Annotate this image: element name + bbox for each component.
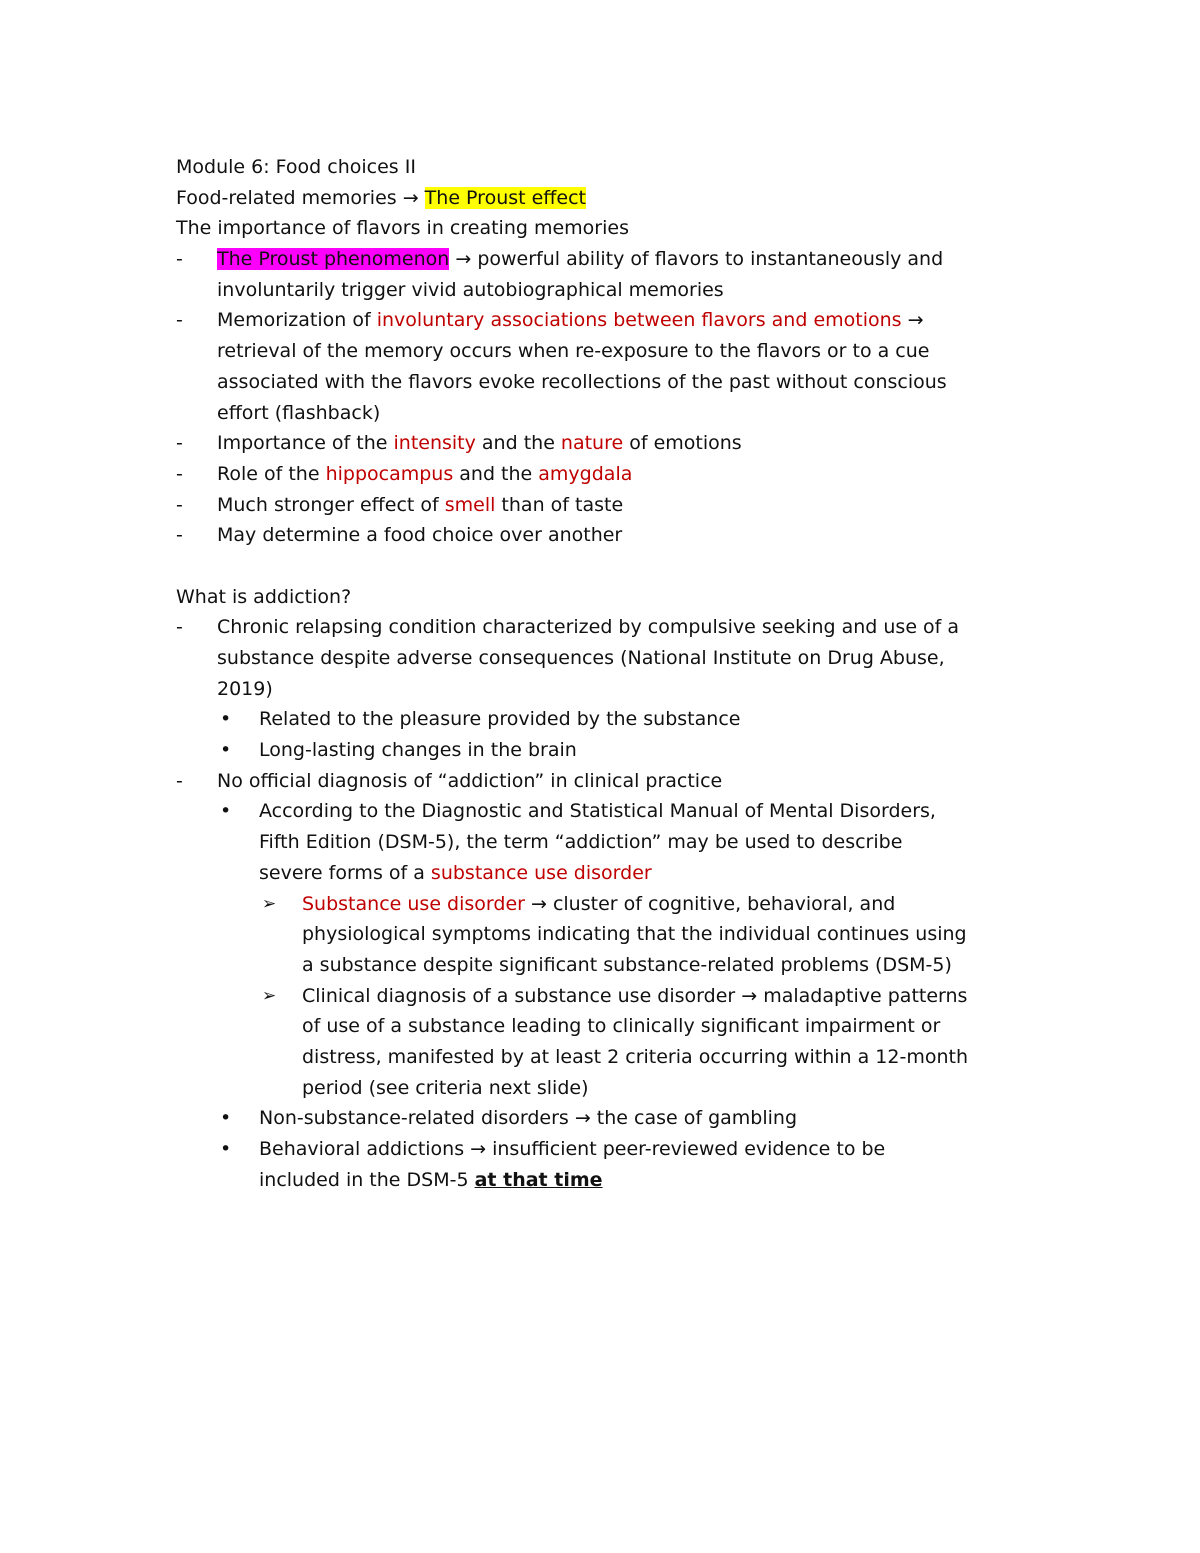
line-text xyxy=(217,244,943,275)
yellow-highlight-text: The Proust effect xyxy=(424,186,586,209)
line-text xyxy=(259,1134,885,1165)
text-line xyxy=(176,582,1056,613)
line-text xyxy=(217,275,724,306)
bullet-icon: • xyxy=(220,708,232,731)
red-emphasis-text: Substance use disorder xyxy=(302,892,525,915)
text-line xyxy=(176,1134,1056,1165)
text-line xyxy=(176,612,1056,643)
text-line xyxy=(176,674,1056,705)
text-segment: associated with the flavors evoke recollections of the past without conscious xyxy=(217,370,947,393)
line-text xyxy=(217,336,929,367)
text-segment: of emotions xyxy=(623,432,742,455)
text-line xyxy=(176,183,1056,214)
arrow-bullet-icon: ➢ xyxy=(262,893,277,914)
line-text xyxy=(259,1165,603,1196)
text-line xyxy=(176,704,1056,735)
line-text xyxy=(259,827,902,858)
text-line xyxy=(176,551,1056,582)
text-segment: physiological symptoms indicating that the individual continues using xyxy=(302,923,967,946)
text-segment: Importance of the xyxy=(217,432,394,455)
dash-marker: - xyxy=(176,616,183,639)
line-text xyxy=(176,152,416,183)
text-segment: severe forms of a xyxy=(259,861,431,884)
line-text xyxy=(217,674,273,705)
text-segment: Long-lasting changes in the brain xyxy=(259,739,577,762)
line-text xyxy=(217,428,742,459)
text-line xyxy=(176,735,1056,766)
text-line xyxy=(176,336,1056,367)
text-segment: retrieval of the memory occurs when re-exposure to the flavors or to a cue xyxy=(217,340,930,363)
text-line xyxy=(176,244,1056,275)
dash-marker: - xyxy=(176,493,183,516)
text-segment: → cluster of cognitive, behavioral, and xyxy=(524,892,896,915)
dash-marker: - xyxy=(176,462,183,485)
text-segment: and the xyxy=(453,462,539,485)
dash-marker: - xyxy=(176,524,183,547)
line-text xyxy=(217,520,622,551)
red-emphasis-text: hippocampus xyxy=(325,462,454,485)
text-segment: Behavioral addictions → insufficient peer-reviewed evidence to be xyxy=(259,1138,886,1160)
text-line xyxy=(176,213,1056,244)
text-line xyxy=(176,766,1056,797)
text-line xyxy=(176,1073,1056,1104)
text-segment: distress, manifested by at least 2 criteria occurring within a 12-month xyxy=(302,1045,969,1068)
text-segment: What is addiction? xyxy=(176,585,352,608)
text-segment: involuntarily trigger vivid autobiographical memories xyxy=(217,278,724,301)
text-segment: → xyxy=(901,309,924,332)
bold-underline-text: at that time xyxy=(474,1168,603,1191)
red-emphasis-text: nature xyxy=(560,432,624,455)
text-segment: and the xyxy=(475,432,561,455)
line-text xyxy=(217,459,632,490)
text-segment: Non-substance-related disorders → the case of gambling xyxy=(259,1107,798,1130)
text-line xyxy=(176,275,1056,306)
text-segment: of use of a substance leading to clinically significant impairment or xyxy=(302,1015,941,1038)
text-line xyxy=(176,1165,1056,1196)
text-line xyxy=(176,981,1056,1012)
dash-marker: - xyxy=(176,248,183,271)
text-segment: Food-related memories → xyxy=(176,186,425,209)
line-text xyxy=(259,735,577,766)
red-emphasis-text: smell xyxy=(444,493,496,516)
document-body xyxy=(176,152,1056,1195)
bullet-icon: • xyxy=(220,1138,232,1160)
text-line xyxy=(176,889,1056,920)
text-line xyxy=(176,1042,1056,1073)
text-segment: Module 6: Food choices II xyxy=(176,156,416,178)
line-text xyxy=(302,889,895,920)
text-line xyxy=(176,827,1056,858)
line-text xyxy=(217,305,924,336)
text-line xyxy=(176,643,1056,674)
text-segment: Role of the xyxy=(217,462,326,485)
text-segment: period (see criteria next slide) xyxy=(302,1076,589,1099)
bullet-icon: • xyxy=(220,1107,232,1130)
text-segment: substance despite adverse consequences (National Institute on Drug Abuse, xyxy=(217,647,945,669)
arrow-bullet-icon: ➢ xyxy=(262,985,277,1006)
line-text xyxy=(217,367,947,398)
text-line xyxy=(176,367,1056,398)
line-text xyxy=(302,919,967,950)
document-title xyxy=(176,152,1056,183)
line-text xyxy=(259,858,652,889)
bullet-icon: • xyxy=(220,800,232,823)
text-line xyxy=(176,490,1056,521)
text-segment: → powerful ability of flavors to instantaneously and xyxy=(449,248,944,271)
text-segment: Clinical diagnosis of a substance use disorder → maladaptive patterns xyxy=(302,984,968,1007)
line-text xyxy=(302,1073,589,1104)
text-line xyxy=(176,1103,1056,1134)
text-line xyxy=(176,950,1056,981)
text-line xyxy=(176,428,1056,459)
line-text xyxy=(217,398,380,429)
text-line xyxy=(176,459,1056,490)
text-segment: According to the Diagnostic and Statistical Manual of Mental Disorders, xyxy=(259,800,936,823)
text-line xyxy=(176,305,1056,336)
line-text xyxy=(259,796,936,827)
magenta-highlight-text: The Proust phenomenon xyxy=(217,248,450,271)
line-text xyxy=(176,183,586,214)
line-text xyxy=(217,612,959,643)
line-text xyxy=(259,1103,797,1134)
text-line xyxy=(176,796,1056,827)
text-line xyxy=(176,398,1056,429)
text-segment: than of taste xyxy=(495,493,624,516)
text-line xyxy=(176,919,1056,950)
dash-marker: - xyxy=(176,309,183,332)
text-segment: effort (flashback) xyxy=(217,401,381,424)
line-text xyxy=(302,1011,940,1042)
line-text xyxy=(176,213,629,244)
text-line xyxy=(176,858,1056,889)
text-segment: a substance despite significant substance-related problems (DSM-5) xyxy=(302,953,952,976)
red-emphasis-text: involuntary associations between flavors and emotions xyxy=(376,309,902,332)
text-segment: The importance of flavors in creating memories xyxy=(176,217,629,240)
text-segment: Related to the pleasure provided by the substance xyxy=(259,708,741,731)
line-text xyxy=(302,1042,968,1073)
line-text xyxy=(259,704,740,735)
text-segment: Much stronger effect of xyxy=(217,493,445,516)
text-line xyxy=(176,1011,1056,1042)
text-segment: No official diagnosis of “addiction” in clinical practice xyxy=(217,769,723,792)
text-segment: Fifth Edition (DSM-5), the term “addiction” may be used to describe xyxy=(259,831,903,854)
line-text xyxy=(302,950,952,981)
text-line xyxy=(176,520,1056,551)
line-text xyxy=(302,981,967,1012)
dash-marker: - xyxy=(176,432,183,455)
text-segment: Chronic relapsing condition characterized by compulsive seeking and use of a xyxy=(217,616,960,639)
text-segment: included in the DSM-5 xyxy=(259,1168,475,1191)
text-segment: 2019) xyxy=(217,677,273,700)
red-emphasis-text: substance use disorder xyxy=(430,861,652,884)
dash-marker: - xyxy=(176,769,183,792)
text-segment: May determine a food choice over another xyxy=(217,524,623,547)
line-text xyxy=(217,643,945,674)
red-emphasis-text: amygdala xyxy=(538,462,633,485)
bullet-icon: • xyxy=(220,739,232,762)
red-emphasis-text: intensity xyxy=(393,432,476,455)
text-segment: Memorization of xyxy=(217,309,377,332)
line-text xyxy=(217,490,623,521)
line-text xyxy=(217,766,722,797)
line-text xyxy=(176,582,351,613)
